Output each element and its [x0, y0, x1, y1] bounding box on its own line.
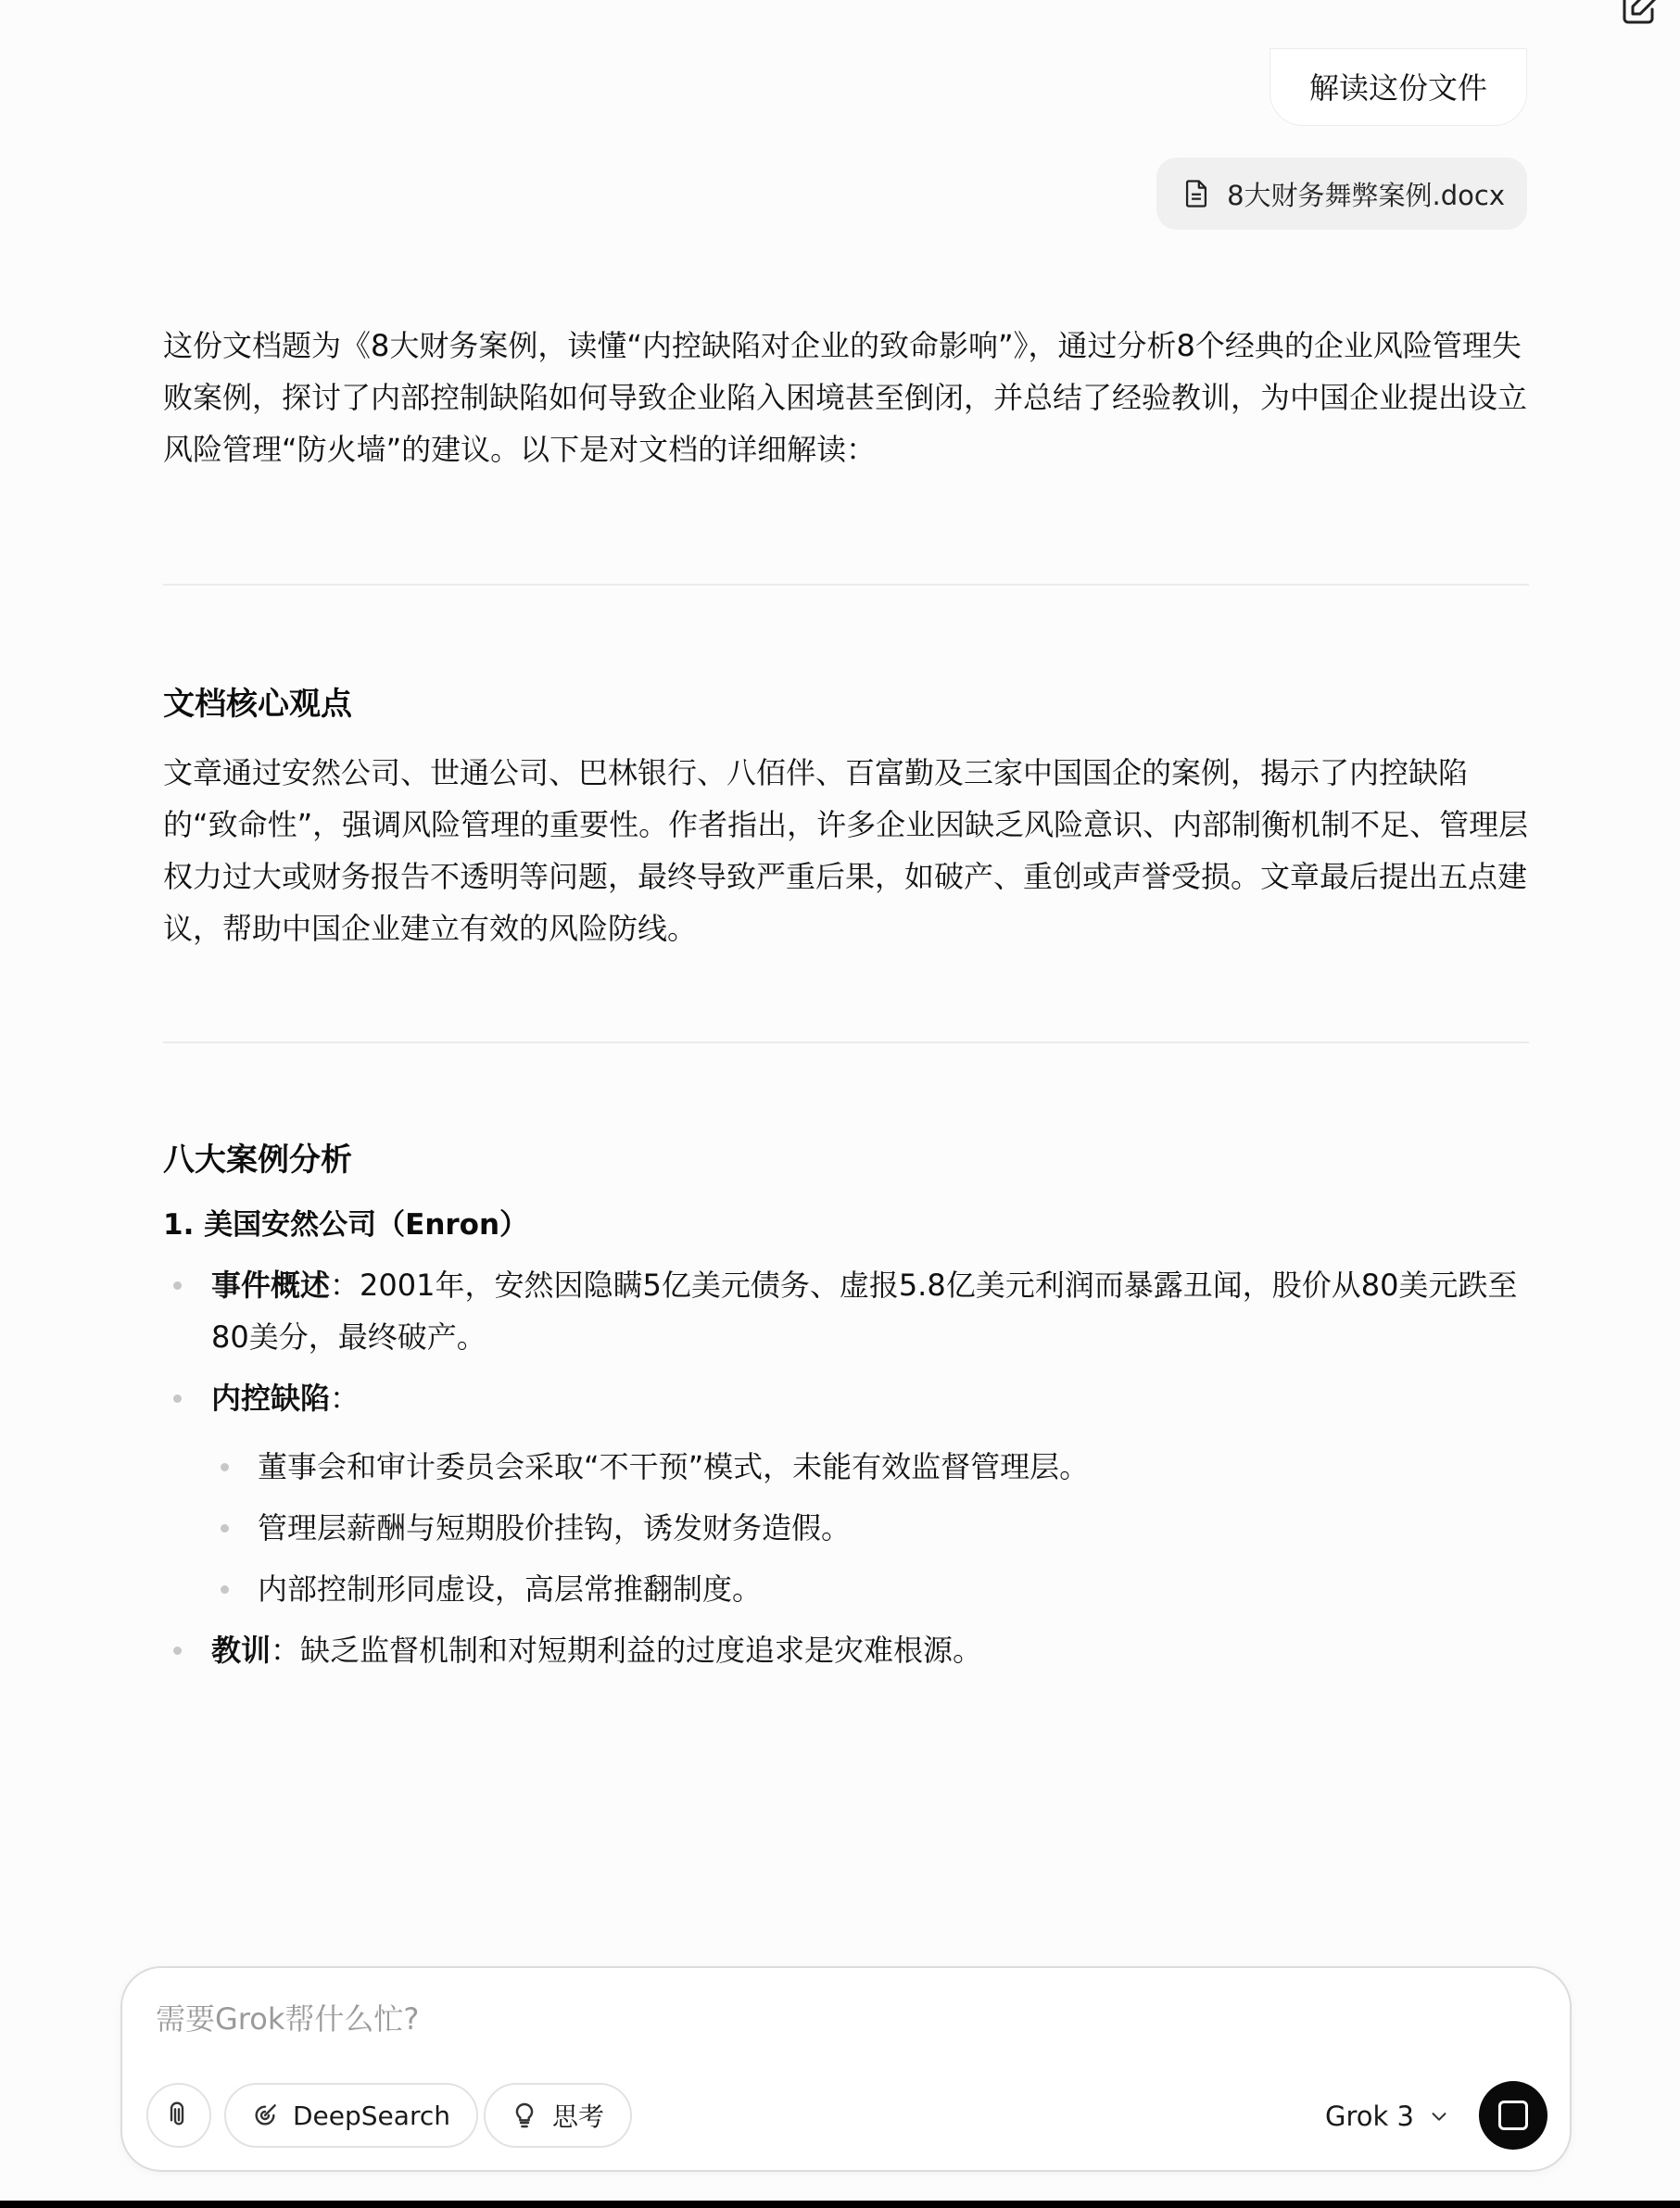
edit-icon[interactable]	[1619, 0, 1660, 28]
lightbulb-icon	[510, 2101, 539, 2130]
attach-button[interactable]	[146, 2083, 211, 2148]
stop-button[interactable]	[1479, 2081, 1547, 2150]
list-item	[163, 1624, 1529, 1676]
defects-label: 内控缺陷	[211, 1381, 331, 1416]
think-button[interactable]	[484, 2083, 632, 2148]
list-item	[163, 1372, 1529, 1615]
section-heading-core-view: 文档核心观点	[163, 686, 352, 723]
lesson-text: ：缺乏监督机制和对短期利益的过度追求是灾难根源。	[271, 1633, 983, 1668]
model-label: Grok 3	[1325, 2101, 1414, 2132]
chevron-down-icon	[1429, 2106, 1449, 2126]
list-item: 内部控制形同虚设，高层常推翻制度。	[211, 1563, 1529, 1615]
list-item: 管理层薪酬与短期股价挂钩，诱发财务造假。	[211, 1502, 1529, 1554]
core-view-paragraph: 文章通过安然公司、世通公司、巴林银行、八佰伴、百富勤及三家中国国企的案例，揭示了内控缺陷的“致命性”，强调风险管理的重要性。作者指出，许多企业因缺乏风险意识、内部制衡机制不足、管理层权力过大或财务报告不透明等问题，最终导致严重后果，如破产、重创或声誉受损。文章最后提出五点建议，帮助中国企业建立有效的风险防线。	[163, 755, 1529, 946]
user-message-bubble: 解读这份文件	[1269, 48, 1527, 126]
defects-colon: ：	[330, 1381, 360, 1416]
overview-text: ：2001年，安然因隐瞒5亿美元债务、虚报5.8亿美元利润而暴露丑闻，股价从80美元跌至80美分，最终破产。	[211, 1268, 1518, 1355]
paperclip-icon	[164, 2101, 194, 2130]
defects-list	[211, 1441, 1529, 1615]
attachment-filename: 8大财务舞弊案例.docx	[1227, 179, 1505, 211]
deepsearch-label: DeepSearch	[293, 2100, 450, 2131]
section-divider	[163, 1041, 1529, 1043]
intro-paragraph: 这份文档题为《8大财务案例，读懂“内控缺陷对企业的致命影响”》，通过分析8个经典的企业风险管理失败案例，探讨了内部控制缺陷如何导致企业陷入困境甚至倒闭，并总结了经验教训，为中国企业提出设立风险管理“防火墙”的建议。以下是对文档的详细解读：	[163, 328, 1528, 467]
document-icon	[1181, 178, 1212, 209]
deepsearch-icon	[250, 2101, 280, 2130]
think-label: 思考	[552, 2101, 605, 2132]
bottom-bar	[0, 2201, 1680, 2208]
overview-label: 事件概述	[211, 1268, 331, 1303]
section-heading-cases: 八大案例分析	[163, 1142, 352, 1179]
section-divider	[163, 584, 1529, 586]
deepsearch-button[interactable]	[224, 2083, 478, 2148]
case-heading-enron: 1. 美国安然公司（Enron）	[163, 1208, 529, 1242]
list-item	[163, 1259, 1529, 1363]
stop-icon	[1498, 2101, 1528, 2130]
prompt-input[interactable]	[156, 2001, 1360, 2037]
case-enron-list	[163, 1259, 1529, 1676]
attachment-chip[interactable]	[1156, 158, 1527, 230]
model-selector[interactable]	[1325, 2094, 1449, 2139]
composer	[120, 1966, 1572, 2172]
assistant-response	[163, 320, 1529, 1676]
lesson-label: 教训	[211, 1633, 272, 1668]
list-item: 董事会和审计委员会采取“不干预”模式，未能有效监督管理层。	[211, 1441, 1529, 1493]
